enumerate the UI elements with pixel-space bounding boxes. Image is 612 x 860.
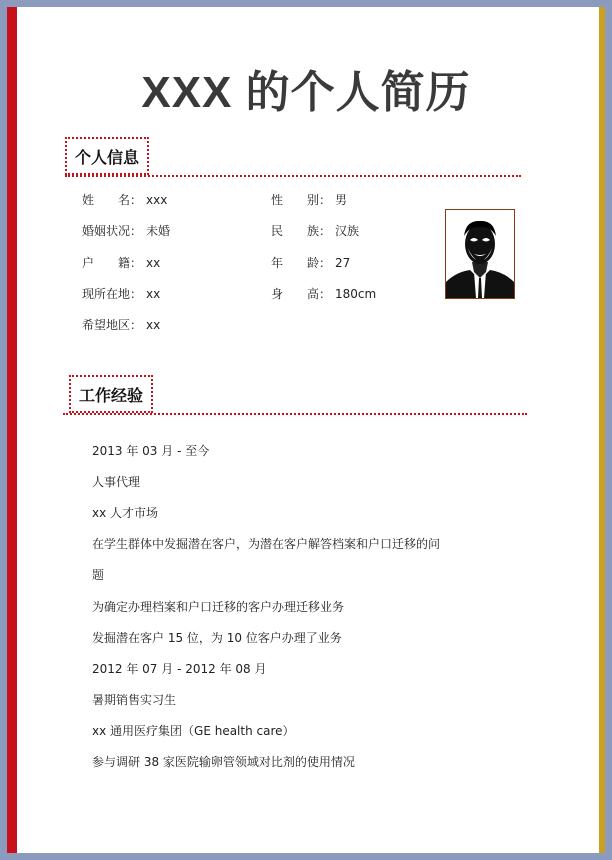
experience-line: 题	[92, 568, 105, 582]
experience-line: 人事代理	[92, 475, 141, 489]
info-value: xx	[146, 287, 161, 301]
resume-page	[7, 7, 605, 853]
info-row-age	[271, 255, 350, 271]
info-row-ethnicity	[271, 223, 359, 239]
info-row-marital	[82, 223, 170, 239]
experience-line: xx 人才市场	[92, 506, 159, 520]
info-row-location	[82, 286, 160, 302]
experience-line: xx 通用医疗集团（GE health care）	[92, 724, 295, 738]
info-label: 年 龄：	[271, 256, 332, 270]
left-red-bar	[7, 7, 17, 853]
info-label: 婚姻状况：	[82, 224, 143, 238]
experience-line: 在学生群体中发掘潜在客户，为潜在客户解答档案和户口迁移的问	[92, 537, 441, 551]
experience-line: 2013 年 03 月 - 至今	[92, 444, 210, 458]
experience-line: 参与调研 38 家医院输卵管领域对比剂的使用情况	[92, 755, 355, 769]
info-value: xx	[146, 318, 161, 332]
info-value: 男	[335, 193, 348, 207]
info-row-hukou	[82, 255, 160, 271]
info-label: 希望地区：	[82, 318, 143, 332]
portrait-photo	[445, 209, 515, 299]
info-row-desired-area	[82, 317, 160, 333]
resume-title: XXX 的个人简历	[141, 68, 471, 117]
portrait-icon	[446, 210, 514, 298]
info-label: 姓 名：	[82, 193, 143, 207]
info-row-name	[82, 192, 167, 208]
info-label: 性 别：	[271, 193, 332, 207]
info-row-gender	[271, 192, 347, 208]
info-label: 民 族：	[271, 224, 332, 238]
info-value: xx	[146, 256, 161, 270]
right-gold-bar	[599, 7, 605, 853]
info-value: 180cm	[335, 287, 377, 301]
experience-line: 发掘潜在客户 15 位，为 10 位客户办理了业务	[92, 631, 342, 645]
info-value: 未婚	[146, 224, 171, 238]
personal-info-heading: 个人信息	[65, 137, 149, 175]
info-value: xxx	[146, 193, 168, 207]
work-experience-header	[65, 375, 521, 415]
work-experience-heading: 工作经验	[69, 375, 153, 413]
info-row-height	[271, 286, 376, 302]
info-value: 27	[335, 256, 351, 270]
info-value: 汉族	[335, 224, 360, 238]
personal-info-header	[65, 137, 521, 177]
info-label: 现所在地：	[82, 287, 143, 301]
experience-line: 为确定办理档案和户口迁移的客户办理迁移业务	[92, 600, 345, 614]
experience-line: 暑期销售实习生	[92, 693, 177, 707]
info-label: 身 高：	[271, 287, 332, 301]
info-label: 户 籍：	[82, 256, 143, 270]
experience-line: 2012 年 07 月 - 2012 年 08 月	[92, 662, 267, 676]
